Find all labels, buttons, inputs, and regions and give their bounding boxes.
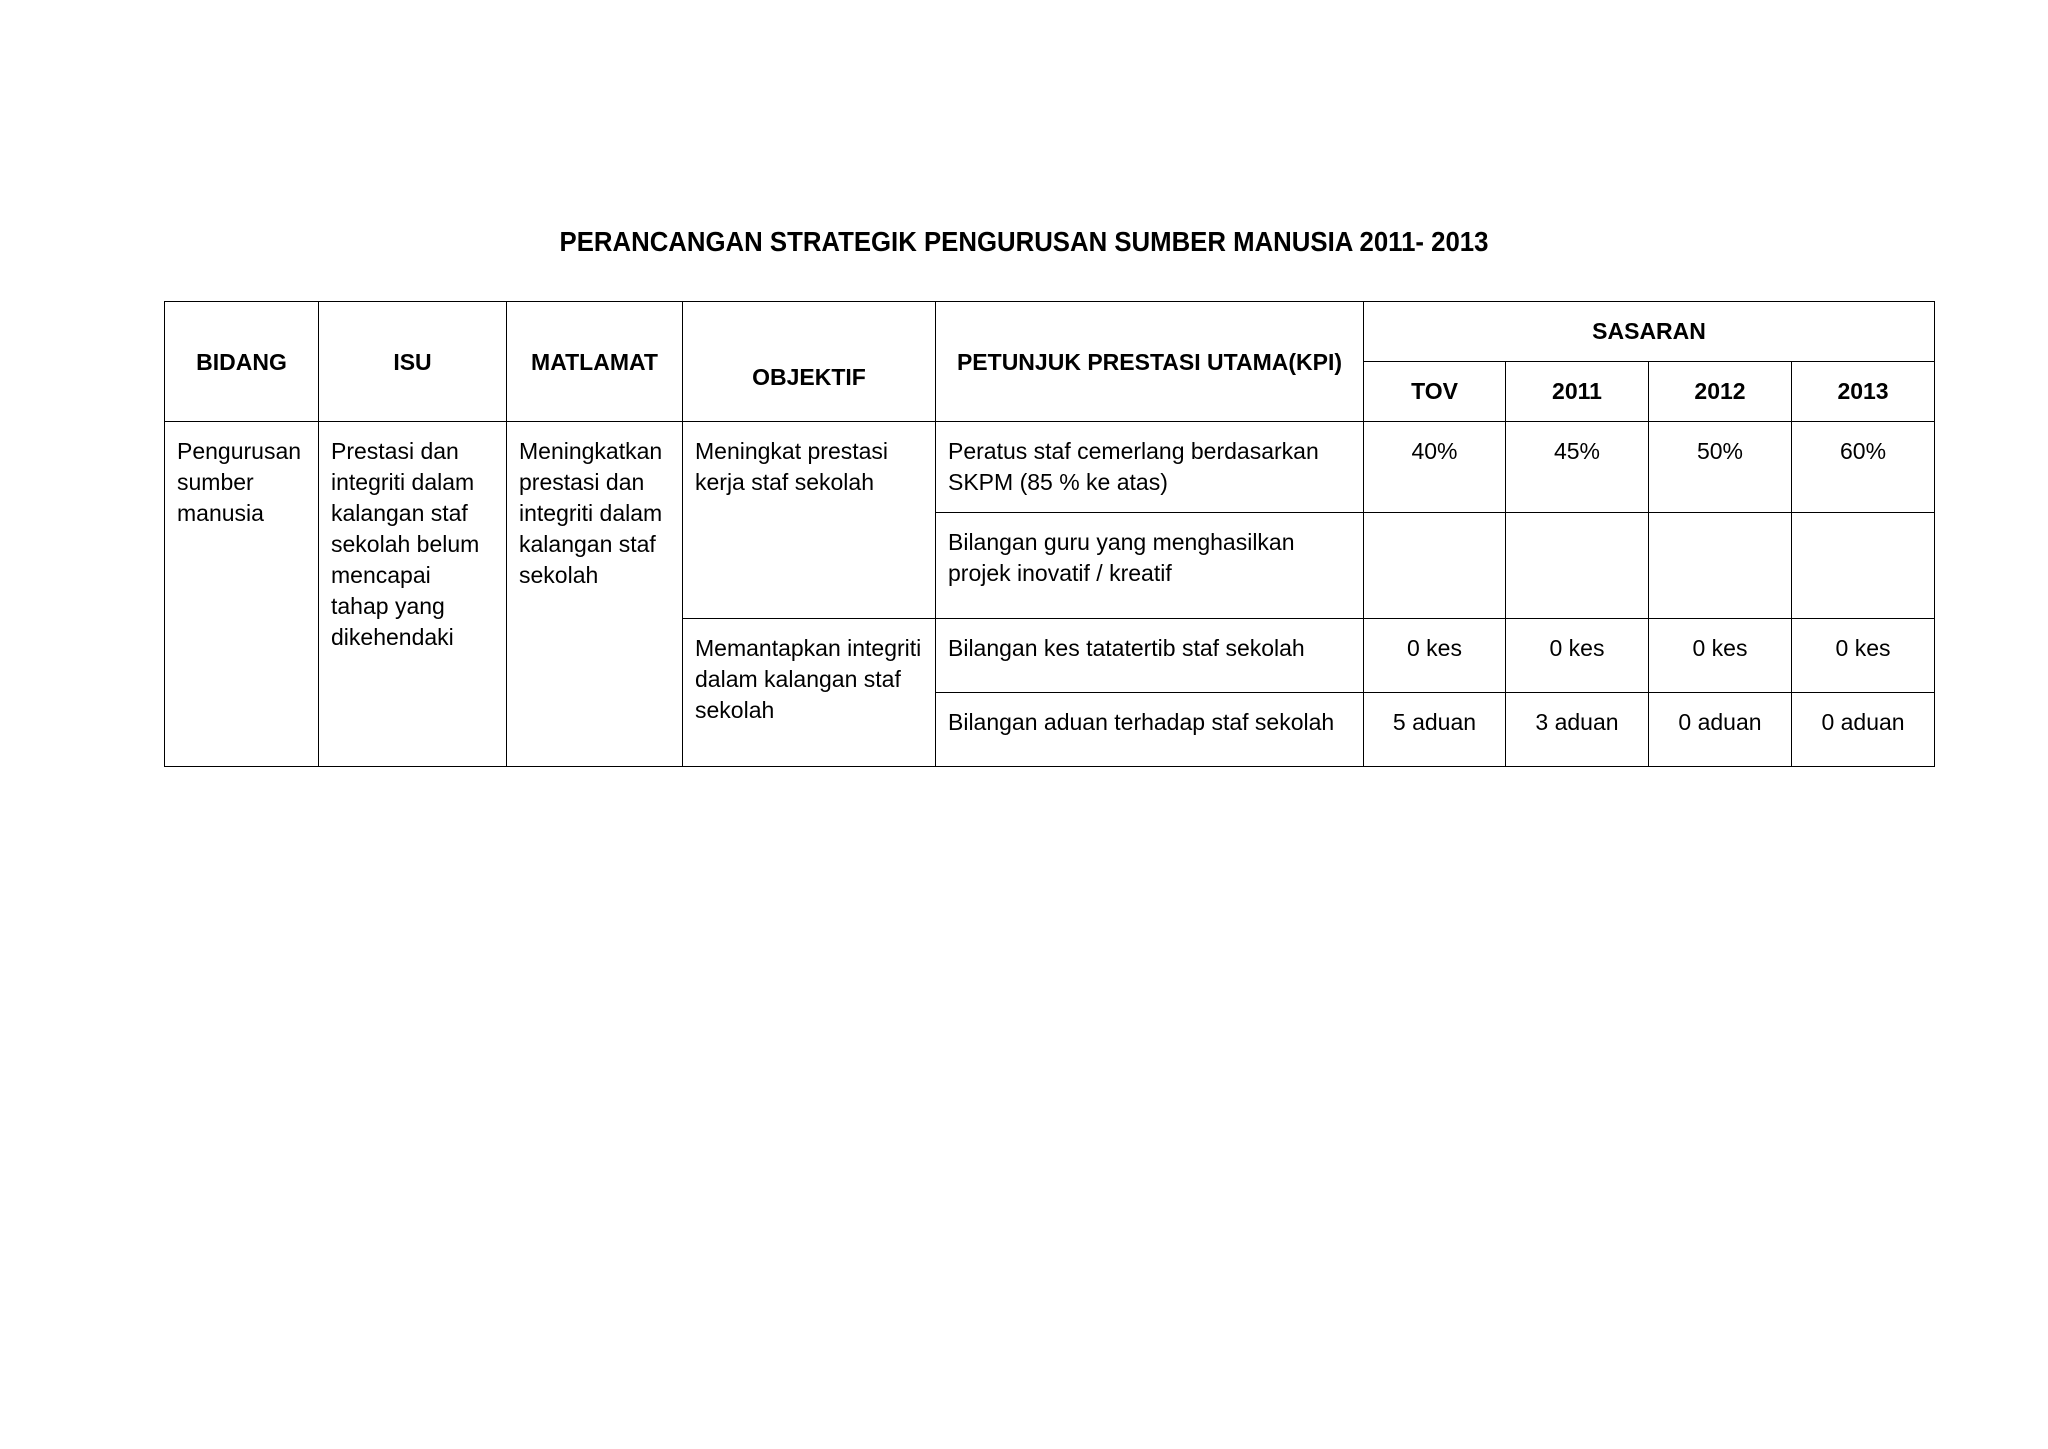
- header-year-tov: TOV: [1364, 362, 1506, 422]
- cell-target-2012: 50%: [1649, 422, 1792, 513]
- cell-objective-1: Meningkat prestasi kerja staf sekolah: [683, 422, 936, 619]
- strategic-plan-table: [164, 301, 1935, 767]
- cell-kpi-2: Bilangan guru yang menghasilkan projek inovatif / kreatif: [936, 513, 1364, 619]
- header-year-2012: 2012: [1649, 362, 1792, 422]
- cell-target-tov: 0 kes: [1364, 619, 1506, 693]
- cell-kpi-4: Bilangan aduan terhadap staf sekolah: [936, 693, 1364, 767]
- cell-target-2012: 0 aduan: [1649, 693, 1792, 767]
- cell-target-2013: 60%: [1792, 422, 1935, 513]
- header-matlamat: MATLAMAT: [507, 302, 683, 422]
- cell-target-2013: [1792, 513, 1935, 619]
- header-sasaran: SASARAN: [1364, 302, 1935, 362]
- cell-target-tov: [1364, 513, 1506, 619]
- cell-target-2011: 45%: [1506, 422, 1649, 513]
- cell-target-2011: 0 kes: [1506, 619, 1649, 693]
- cell-matlamat: Meningkatkan prestasi dan integriti dalam kalangan staf sekolah: [507, 422, 683, 767]
- cell-bidang: Pengurusan sumber manusia: [165, 422, 319, 767]
- cell-target-2013: 0 aduan: [1792, 693, 1935, 767]
- header-year-2013: 2013: [1792, 362, 1935, 422]
- cell-target-tov: 40%: [1364, 422, 1506, 513]
- cell-isu: Prestasi dan integriti dalam kalangan staf sekolah belum mencapai tahap yang dikehendaki: [319, 422, 507, 767]
- header-objektif: OBJEKTIF: [683, 302, 936, 422]
- cell-objective-2: Memantapkan integriti dalam kalangan staf sekolah: [683, 619, 936, 767]
- cell-kpi-3: Bilangan kes tatatertib staf sekolah: [936, 619, 1364, 693]
- cell-target-2011: 3 aduan: [1506, 693, 1649, 767]
- cell-target-2012: 0 kes: [1649, 619, 1792, 693]
- cell-target-2012: [1649, 513, 1792, 619]
- header-year-2011: 2011: [1506, 362, 1649, 422]
- header-isu: ISU: [319, 302, 507, 422]
- cell-kpi-1: Peratus staf cemerlang berdasarkan SKPM (85 % ke atas): [936, 422, 1364, 513]
- cell-target-2013: 0 kes: [1792, 619, 1935, 693]
- cell-target-2011: [1506, 513, 1649, 619]
- header-bidang: BIDANG: [165, 302, 319, 422]
- header-row-main: [165, 302, 1935, 362]
- cell-target-tov: 5 aduan: [1364, 693, 1506, 767]
- document-title: PERANCANGAN STRATEGIK PENGURUSAN SUMBER MANUSIA 2011- 2013: [559, 226, 1489, 257]
- header-kpi: PETUNJUK PRESTASI UTAMA(KPI): [936, 302, 1364, 422]
- table-row: [165, 422, 1935, 513]
